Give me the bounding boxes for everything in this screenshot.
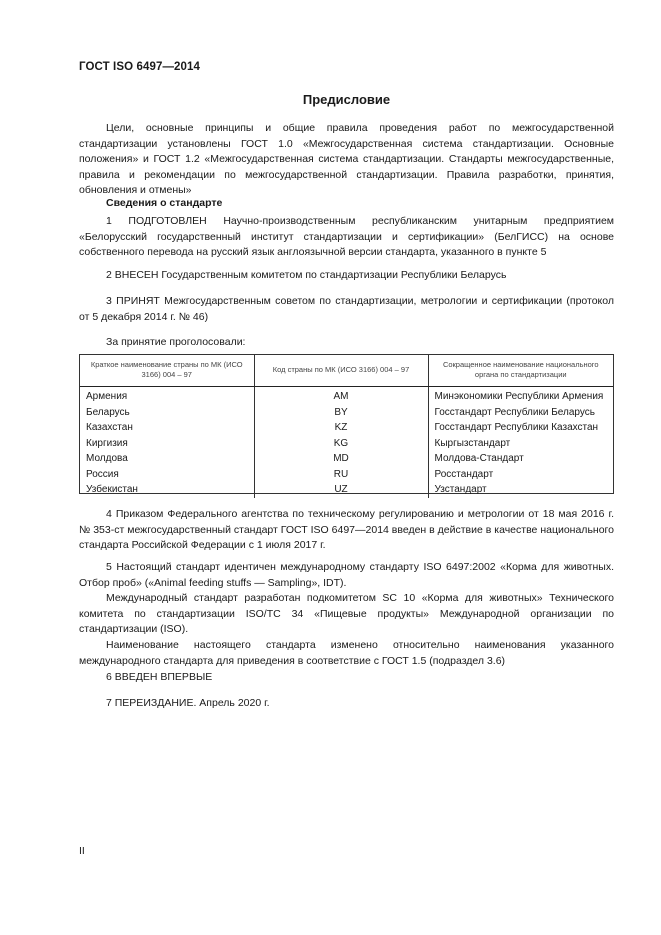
- cell-country: Россия: [86, 468, 119, 480]
- cell-body: Молдова-Стандарт: [428, 451, 613, 467]
- vote-label: За принятие проголосовали:: [106, 336, 246, 348]
- cell-body: Госстандарт Республики Беларусь: [428, 405, 613, 421]
- cell-body: Росстандарт: [428, 467, 613, 483]
- table-row: [80, 387, 613, 405]
- page-title: Предисловие: [302, 92, 391, 107]
- cell-body: Узстандарт: [428, 482, 613, 498]
- header-country: Краткое наименование страны по МК (ИСО 3166) 004 – 97: [80, 355, 254, 387]
- header-body: Сокращенное наименование национального органа по стандартизации: [428, 355, 613, 387]
- cell-body: Минэкономики Республики Армения: [428, 387, 613, 405]
- item-7: 7 ПЕРЕИЗДАНИЕ. Апрель 2020 г.: [106, 697, 270, 709]
- cell-country: Молдова: [86, 453, 128, 464]
- section-heading: Сведения о стандарте: [106, 197, 223, 209]
- item-2: 2 ВНЕСЕН Государственным комитетом по стандартизации Республики Беларусь: [106, 269, 507, 281]
- cell-country: Киргизия: [86, 437, 128, 449]
- table-row: [80, 405, 613, 421]
- item-5c: Наименование настоящего стандарта изменено относительно наименования указанного международного стандарта для приведения в соответствие с ГОСТ 1.5 (подраздел 3.6): [79, 639, 614, 667]
- table-row: [80, 451, 613, 467]
- item-6: 6 ВВЕДЕН ВПЕРВЫЕ: [106, 671, 213, 683]
- voting-table: [79, 354, 614, 494]
- cell-code: AM: [254, 387, 428, 405]
- table-row: [80, 436, 613, 452]
- standard-header: ГОСТ ISO 6497—2014: [79, 61, 201, 73]
- item-3: 3 ПРИНЯТ Межгосударственным советом по стандартизации, метрологии и сертификации (протокол от 5 декабря 2014 г. № 46): [79, 295, 614, 323]
- cell-code: BY: [254, 405, 428, 421]
- cell-code: RU: [254, 467, 428, 483]
- cell-code: MD: [254, 451, 428, 467]
- item-4: 4 Приказом Федерального агентства по техническому регулированию и метрологии от 18 мая 2016 г. № 353-ст межгосударственный стандарт ГОСТ ISO 6497—2014 введен в действие в качестве национального стандарта Российской Федерации с 1 июля 2017 г.: [79, 508, 614, 552]
- cell-country: Армения: [86, 391, 128, 402]
- table-header-row: [80, 355, 613, 387]
- page-number: II: [79, 845, 85, 857]
- item-5b: Международный стандарт разработан подкомитетом SC 10 «Корма для животных» Технического комитета по стандартизации ISO/TC 34 «Пищевые продукты» Международной организации по стандартизации (ISO).: [79, 592, 614, 636]
- table-row: [80, 482, 613, 498]
- cell-code: KZ: [254, 420, 428, 436]
- cell-body: Госстандарт Республики Казахстан: [428, 420, 613, 436]
- table-row: [80, 467, 613, 483]
- table-row: [80, 420, 613, 436]
- item-1: 1 ПОДГОТОВЛЕН Научно-производственным республиканским унитарным предприятием «Белорусский государственный институт стандартизации и сертификации» (БелГИСС) на основе собственного перевода на русский язык англоязычной версии стандарта, указанного в пункте 5: [79, 215, 614, 259]
- cell-country: Беларусь: [86, 406, 130, 418]
- cell-code: UZ: [254, 482, 428, 498]
- cell-country: Узбекистан: [86, 484, 138, 495]
- cell-country: Казахстан: [86, 422, 133, 433]
- item-5a: 5 Настоящий стандарт идентичен международному стандарту ISO 6497:2002 «Корма для животных. Отбор проб» («Animal feeding stuffs — Sampling», IDT).: [79, 561, 614, 589]
- cell-body: Кыргызстандарт: [428, 436, 613, 452]
- cell-code: KG: [254, 436, 428, 452]
- header-code: Код страны по МК (ИСО 3166) 004 – 97: [254, 355, 428, 387]
- intro-paragraph: Цели, основные принципы и общие правила проведения работ по межгосударственной стандартизации установлены ГОСТ 1.0 «Межгосударственная система стандартизации. Основные положения» и ГОСТ 1.2 «Межгосударственная система стандартизации. Стандарты межгосударственные, правила и рекомендации по межгосударственной стандартизации. Правила разработки, принятия, обновления и отмены»: [79, 122, 614, 197]
